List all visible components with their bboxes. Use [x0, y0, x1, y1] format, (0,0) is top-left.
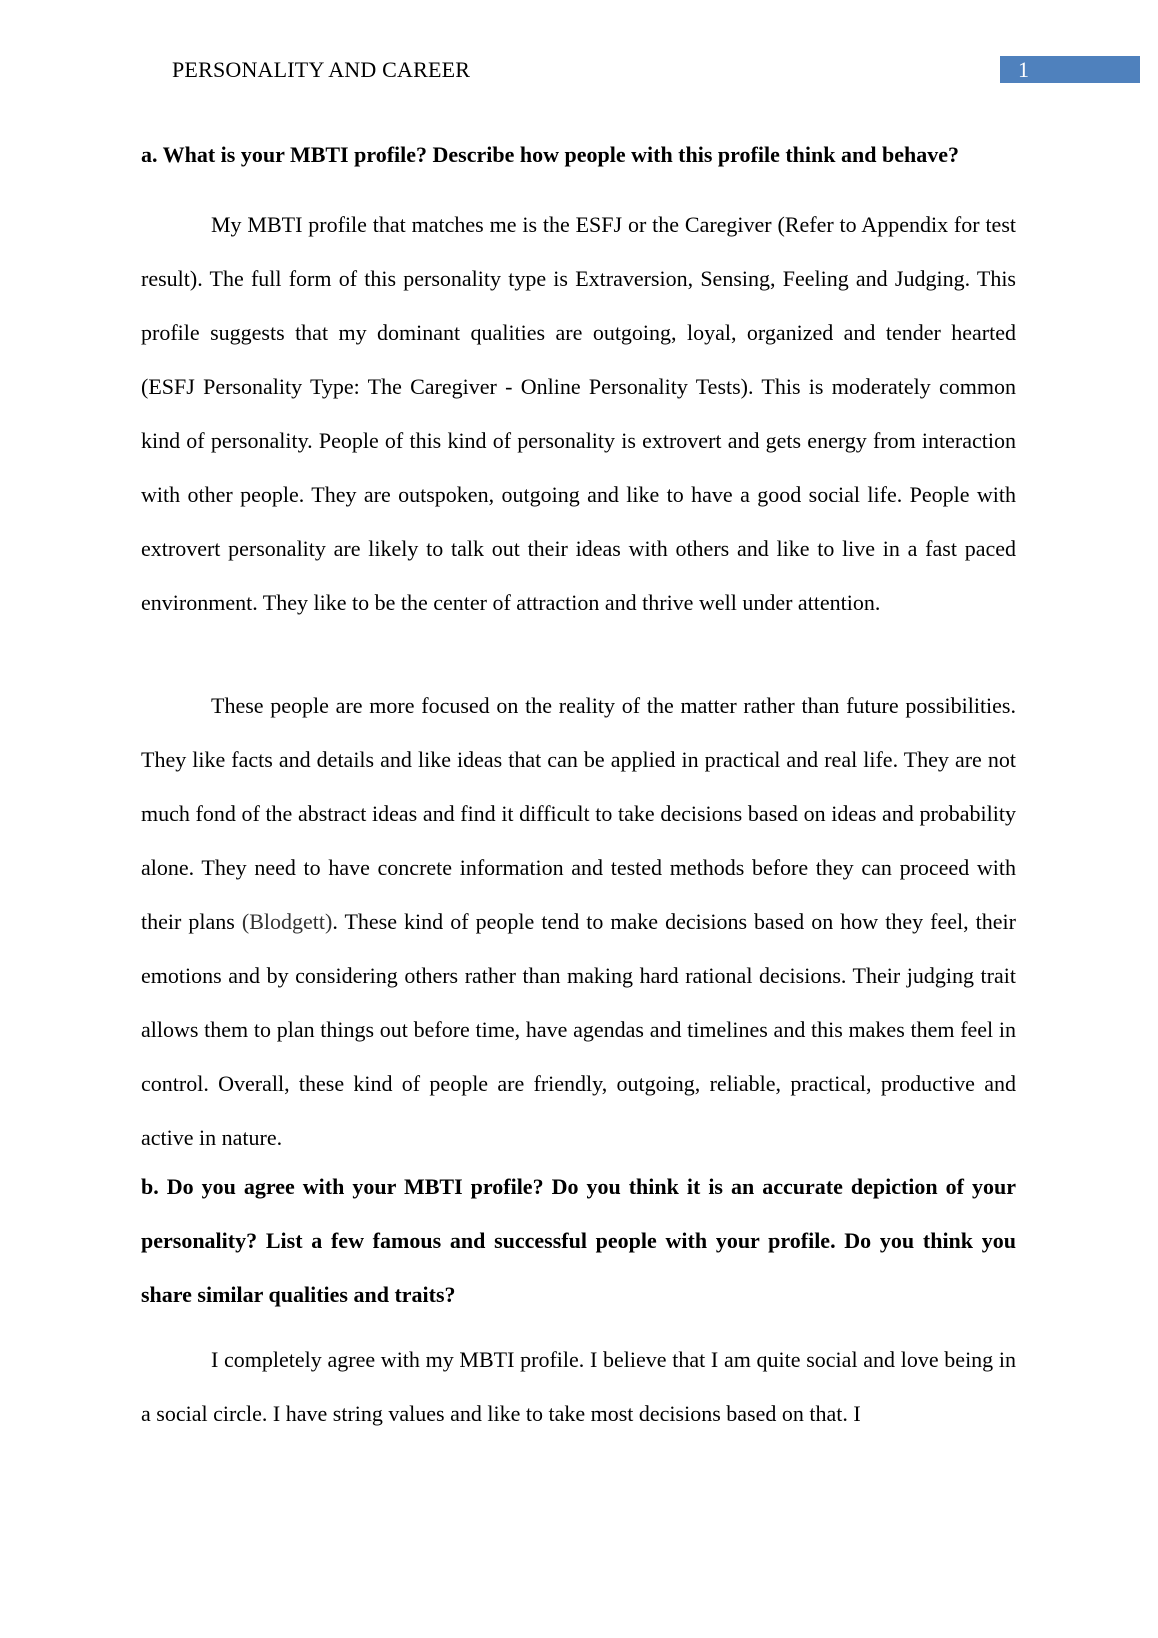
section-a-heading: a. What is your MBTI profile? Describe how people with this profile think and behave?	[141, 142, 959, 167]
page-number: 1	[1018, 57, 1029, 82]
section-b-paragraph-1: I completely agree with my MBTI profile. I believe that I am quite social and love being in a social circle. I have string values and like to take most decisions based on that. I	[141, 1347, 1016, 1426]
paragraph-text: These people are more focused on the reality of the matter rather than future possibilities. They like facts and details and like ideas that can be applied in practical and real life. They are not much fond of the abstract ideas and find it difficult to take decisions based on ideas and probability alone. They need to have concrete information and tested methods before they can proceed with their plans	[141, 693, 1016, 934]
running-head-title: PERSONALITY AND CAREER	[172, 57, 471, 82]
citation-blodgett: (Blodgett)	[241, 909, 333, 934]
page-number-box	[1000, 56, 1140, 83]
section-a-paragraph-2	[141, 679, 1016, 1165]
section-b-heading: b. Do you agree with your MBTI profile? Do you think it is an accurate depiction of your personality? List a few famous and successful people with your profile. Do you think you share similar qualities and traits?	[141, 1174, 1016, 1307]
paragraph-text: . These kind of people tend to make decisions based on how they feel, their emotions and by considering others rather than making hard rational decisions. Their judging trait allows them to plan things out before time, have agendas and timelines and this makes them feel in control. Overall, these kind of people are friendly, outgoing, reliable, practical, productive and active in nature.	[141, 909, 1016, 1150]
section-a-paragraph-1: My MBTI profile that matches me is the ESFJ or the Caregiver (Refer to Appendix for test result). The full form of this personality type is Extraversion, Sensing, Feeling and Judging. This profile suggests that my dominant qualities are outgoing, loyal, organized and tender hearted (ESFJ Personality Type: The Caregiver - Online Personality Tests). This is moderately common kind of personality. People of this kind of personality is extrovert and gets energy from interaction with other people. They are outspoken, outgoing and like to have a good social life. People with extrovert personality are likely to talk out their ideas with others and like to live in a fast paced environment. They like to be the center of attraction and thrive well under attention.	[141, 212, 1016, 615]
